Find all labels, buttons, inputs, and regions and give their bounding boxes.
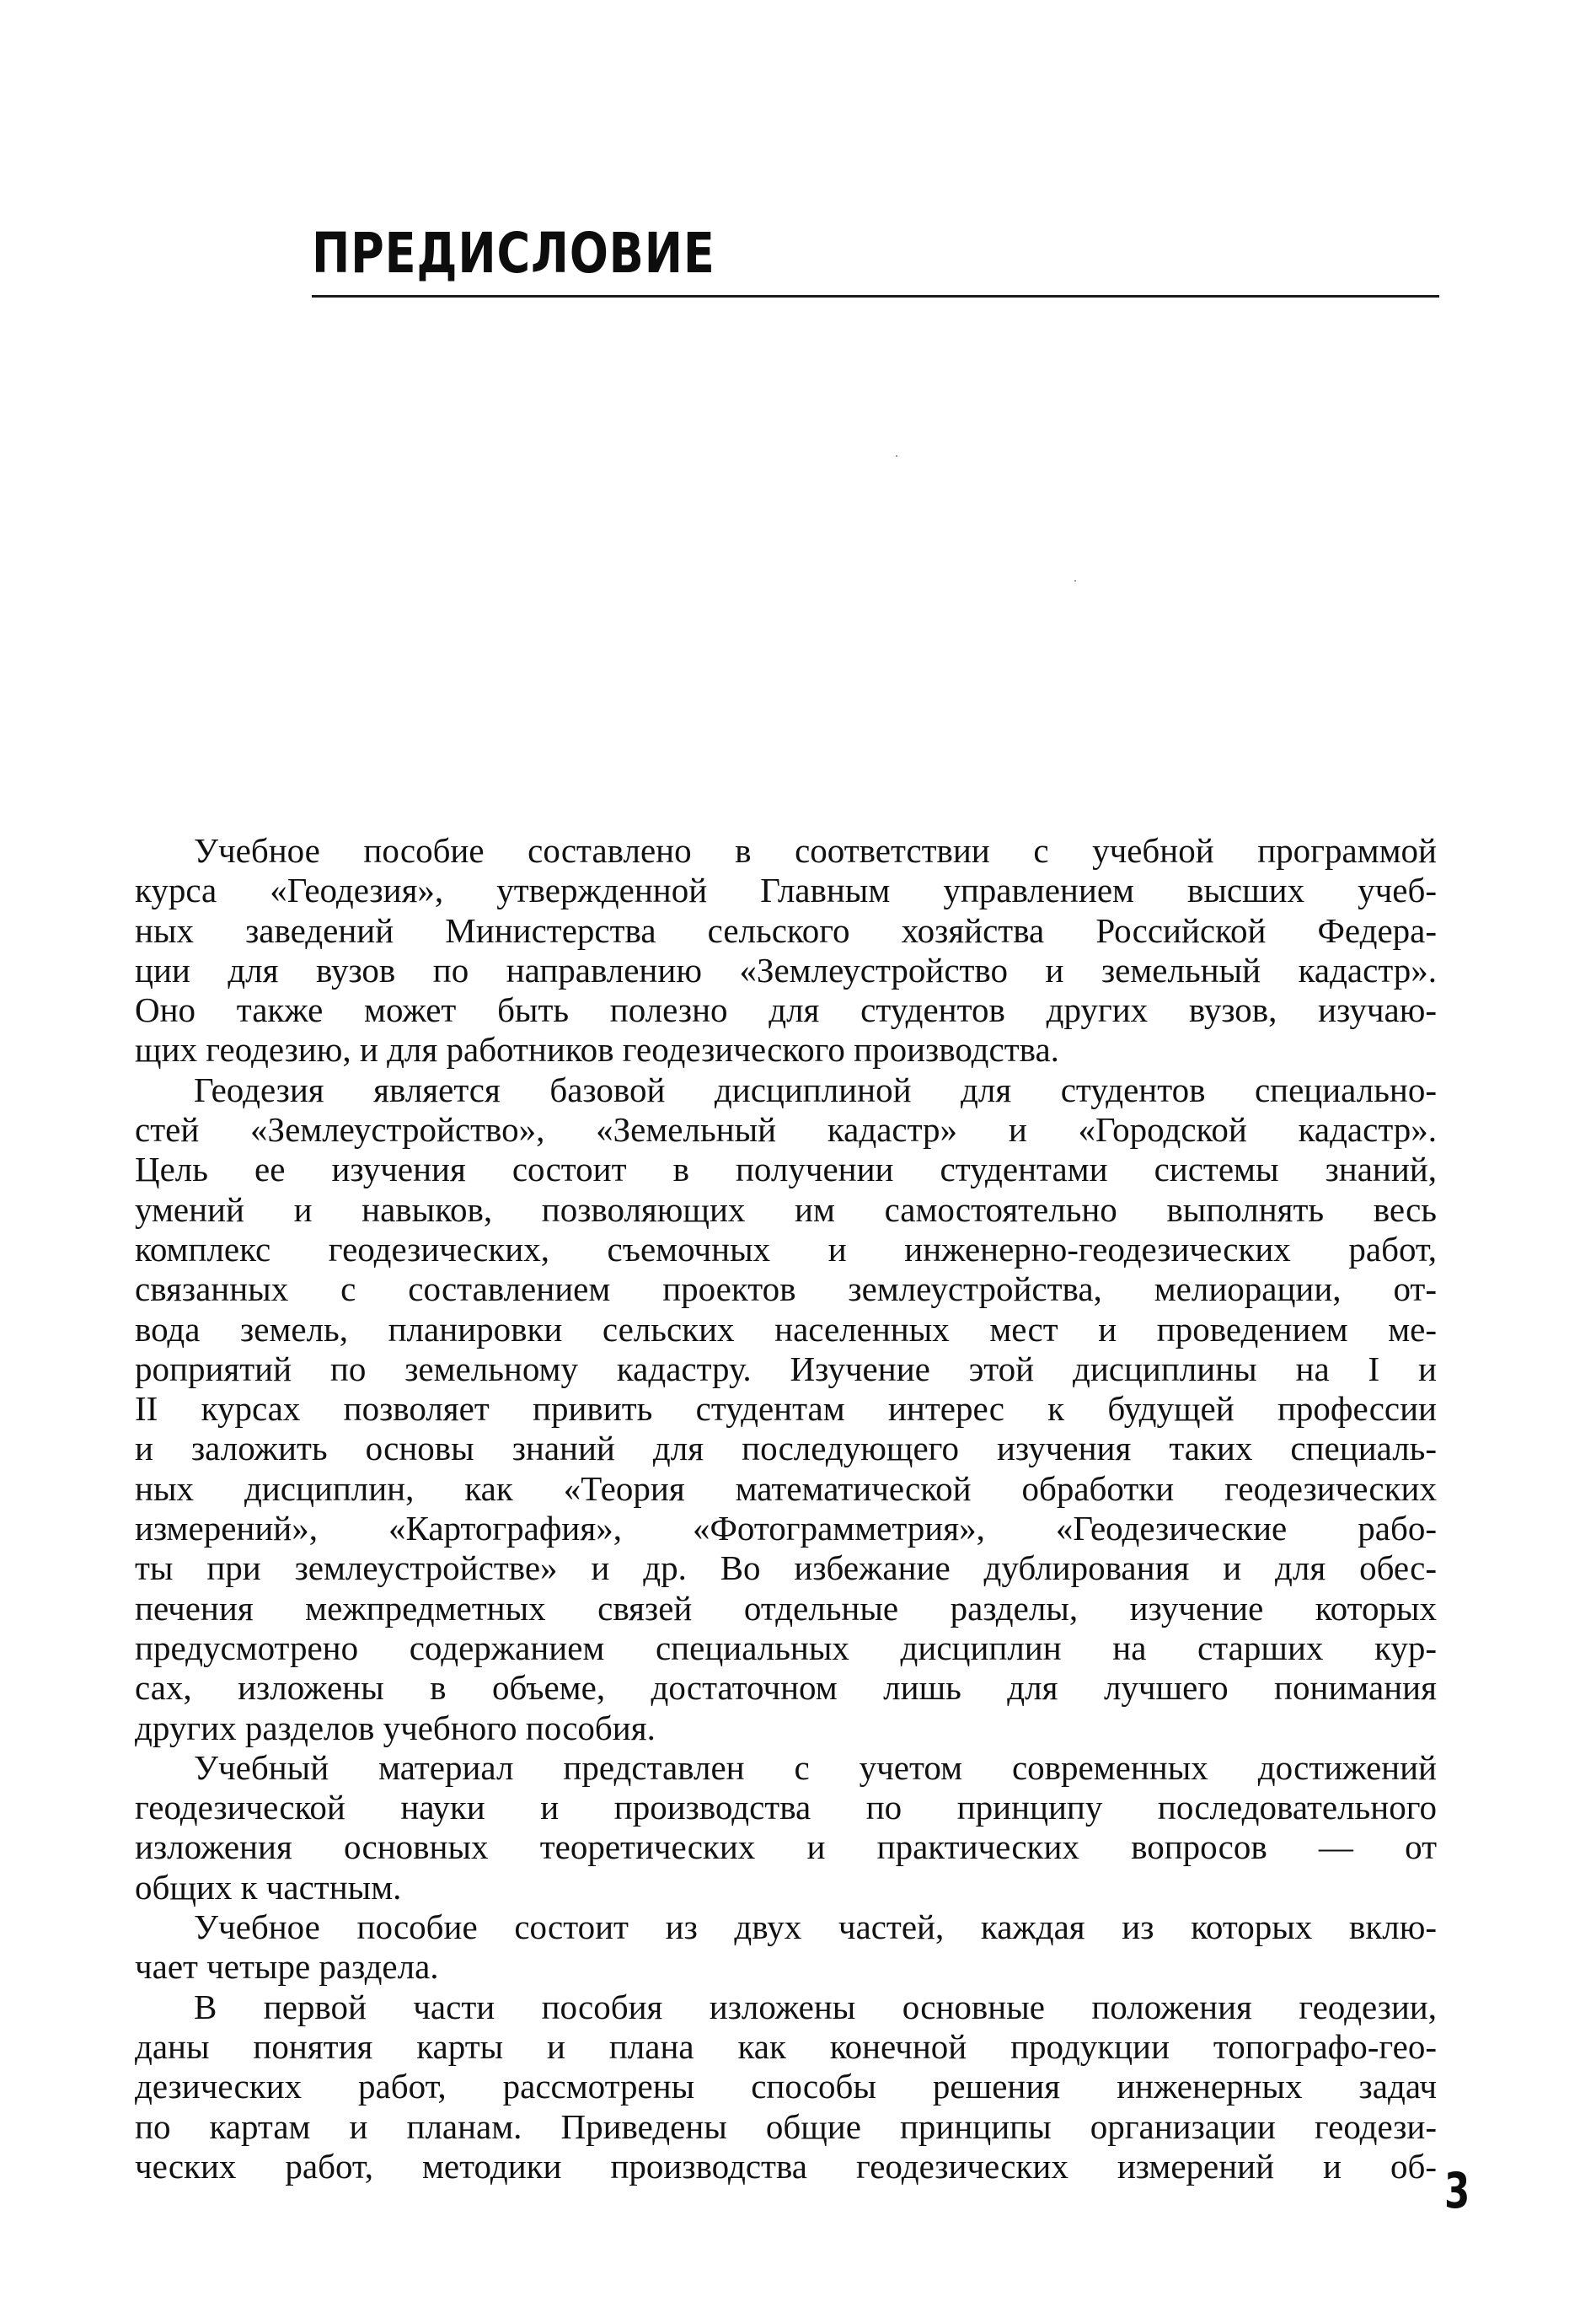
text-line: комплекс геодезических, съемочных и инженерно-геодезических работ, bbox=[135, 1229, 1437, 1269]
scan-speck bbox=[896, 455, 897, 457]
text-line: Учебный материал представлен с учетом современных достижений bbox=[194, 1747, 1437, 1787]
text-line: щих геодезию, и для работников геодезического производства. bbox=[135, 1030, 1059, 1070]
text-line: по картам и планам. Приведены общие принципы организации геодези- bbox=[135, 2106, 1437, 2146]
heading-rule bbox=[312, 295, 1439, 298]
text-line: изложения основных теоретических и практических вопросов — от bbox=[135, 1827, 1437, 1867]
text-line: II курсах позволяет привить студентам интерес к будущей профессии bbox=[135, 1389, 1437, 1429]
page-number: 3 bbox=[1444, 2162, 1470, 2219]
text-line: ческих работ, методики производства геодезических измерений и об- bbox=[135, 2146, 1437, 2186]
text-line: В первой части пособия изложены основные положения геодезии, bbox=[194, 1987, 1437, 2026]
text-line: Учебное пособие состоит из двух частей, каждая из которых вклю- bbox=[194, 1907, 1437, 1947]
text-line: вода земель, планировки сельских населенных мест и проведением ме- bbox=[135, 1309, 1437, 1349]
text-line: связанных с составлением проектов землеустройства, мелиорации, от- bbox=[135, 1269, 1437, 1309]
text-line: курса «Геодезия», утвержденной Главным управлением высших учеб- bbox=[135, 871, 1437, 910]
text-line: печения межпредметных связей отдельные разделы, изучение которых bbox=[135, 1588, 1437, 1628]
text-line: ных дисциплин, как «Теория математической обработки геодезических bbox=[135, 1468, 1437, 1508]
paragraph bbox=[135, 1988, 1437, 2186]
text-line: предусмотрено содержанием специальных дисциплин на старших кур- bbox=[135, 1628, 1437, 1667]
text-line: Оно также может быть полезно для студентов других вузов, изучаю- bbox=[135, 990, 1437, 1030]
text-line: общих к частным. bbox=[135, 1867, 402, 1907]
paragraph bbox=[135, 1070, 1437, 1748]
text-line: роприятий по земельному кадастру. Изучение этой дисциплины на I и bbox=[135, 1349, 1437, 1388]
text-line: других разделов учебного пособия. bbox=[135, 1708, 656, 1747]
text-line: умений и навыков, позволяющих им самостоятельно выполнять весь bbox=[135, 1189, 1437, 1229]
text-line: и заложить основы знаний для последующего изучения таких специаль- bbox=[135, 1429, 1437, 1468]
paragraph bbox=[135, 831, 1437, 1070]
paragraph bbox=[135, 1748, 1437, 1907]
paragraph bbox=[135, 1907, 1437, 1988]
text-line: сах, изложены в объеме, достаточном лишь для лучшего понимания bbox=[135, 1668, 1437, 1708]
text-line: Геодезия является базовой дисциплиной для студентов специально- bbox=[194, 1070, 1437, 1109]
text-line: дезических работ, рассмотрены способы решения инженерных задач bbox=[135, 2067, 1437, 2106]
text-line: ных заведений Министерства сельского хозяйства Российской Федера- bbox=[135, 910, 1437, 950]
text-line: ции для вузов по направлению «Землеустройство и земельный кадастр». bbox=[135, 950, 1437, 990]
scan-speck bbox=[1074, 580, 1076, 582]
text-line: измерений», «Картография», «Фотограмметрия», «Геодезические рабо- bbox=[135, 1509, 1437, 1548]
page-heading: ПРЕДИСЛОВИЕ bbox=[312, 221, 715, 286]
text-line: чает четыре раздела. bbox=[135, 1947, 439, 1987]
body-text bbox=[135, 831, 1437, 2186]
text-line: геодезической науки и производства по принципу последовательного bbox=[135, 1788, 1437, 1827]
text-line: даны понятия карты и плана как конечной продукции топографо-гео- bbox=[135, 2026, 1437, 2066]
text-line: ты при землеустройстве» и др. Во избежание дублирования и для обес- bbox=[135, 1548, 1437, 1588]
text-line: стей «Землеустройство», «Земельный кадастр» и «Городской кадастр». bbox=[135, 1110, 1437, 1150]
text-line: Учебное пособие составлено в соответствии с учебной программой bbox=[194, 831, 1437, 870]
text-line: Цель ее изучения состоит в получении студентами системы знаний, bbox=[135, 1150, 1437, 1189]
